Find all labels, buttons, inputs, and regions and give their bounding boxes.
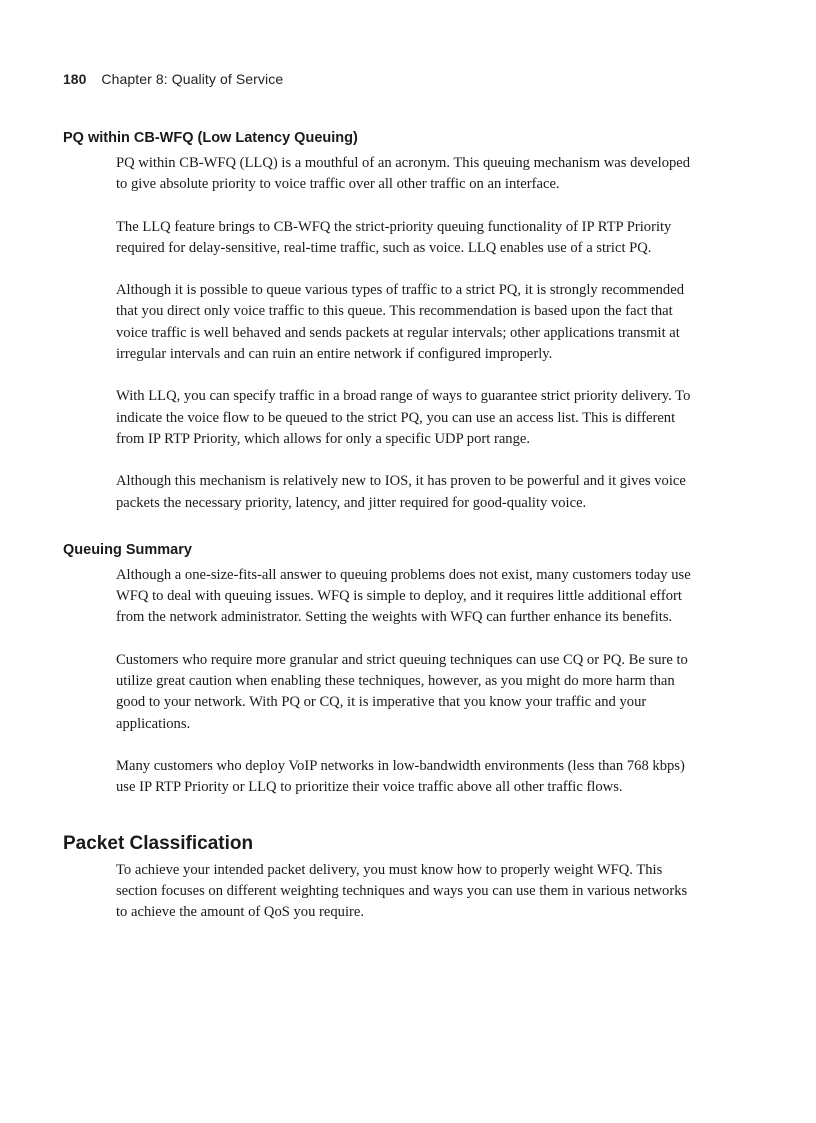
section-heading-packet-classification: Packet Classification (63, 832, 254, 854)
spacer (63, 820, 703, 832)
paragraph: Although this mechanism is relatively new to IOS, it has proven to be powerful and it gives voice packets the necessary priority, latency, and jitter required for good-quality voice. (116, 473, 686, 511)
section-llq (63, 128, 703, 514)
section-queuing-summary (63, 540, 703, 799)
paragraph: The LLQ feature brings to CB-WFQ the strict-priority queuing functionality of IP RTP Priority required for delay-sensitive, real-time traffic, such as voice. LLQ enables use of a strict PQ. (116, 218, 672, 256)
section-packet-classification (63, 832, 703, 924)
subsection-heading-queuing-summary: Queuing Summary (63, 541, 192, 558)
paragraph: To achieve your intended packet delivery, you must know how to properly weight WFQ. This section focuses on different weighting techniques and ways you can use them in various networks to achieve the amount of QoS you require. (116, 861, 688, 921)
paragraph: Customers who require more granular and strict queuing techniques can use CQ or PQ. Be sure to utilize great caution when enabling these techniques, however, as you might do more harm than good to your network. With PQ or CQ, it is imperative that you know your traffic and your applications. (116, 651, 688, 732)
chapter-title: Chapter 8: Quality of Service (101, 71, 284, 87)
paragraph: Many customers who deploy VoIP networks in low-bandwidth environments (less than 768 kbps) use IP RTP Priority or LLQ to prioritize their voice traffic above all other traffic flows. (116, 757, 685, 796)
paragraph: With LLQ, you can specify traffic in a broad range of ways to guarantee strict priority delivery. To indicate the voice flow to be queued to the strict PQ, you can use an access list. This is different from IP RTP Priority, which allows for only a specific UDP port range. (116, 388, 691, 447)
running-header (63, 69, 283, 89)
page-number: 180 (63, 71, 87, 87)
page-content (63, 128, 703, 944)
paragraph: Although a one-size-fits-all answer to queuing problems does not exist, many customers today use WFQ to deal with queuing issues. WFQ is simple to deploy, and it requires little additional effort from the network administrator. Setting the weights with WFQ can further enhance its benefits. (116, 566, 691, 626)
paragraph: PQ within CB-WFQ (LLQ) is a mouthful of an acronym. This queuing mechanism was developed to give absolute priority to voice traffic over all other traffic on an interface. (116, 155, 691, 193)
paragraph: Although it is possible to queue various types of traffic to a strict PQ, it is strongly recommended that you direct only voice traffic to this queue. This recommendation is based upon the fact that voice traffic is well behaved and sends packets at regular intervals; other applications transmit at irregular intervals and can ruin an entire network if configured improperly. (116, 282, 684, 363)
subsection-heading-llq: PQ within CB-WFQ (Low Latency Queuing) (63, 130, 358, 146)
